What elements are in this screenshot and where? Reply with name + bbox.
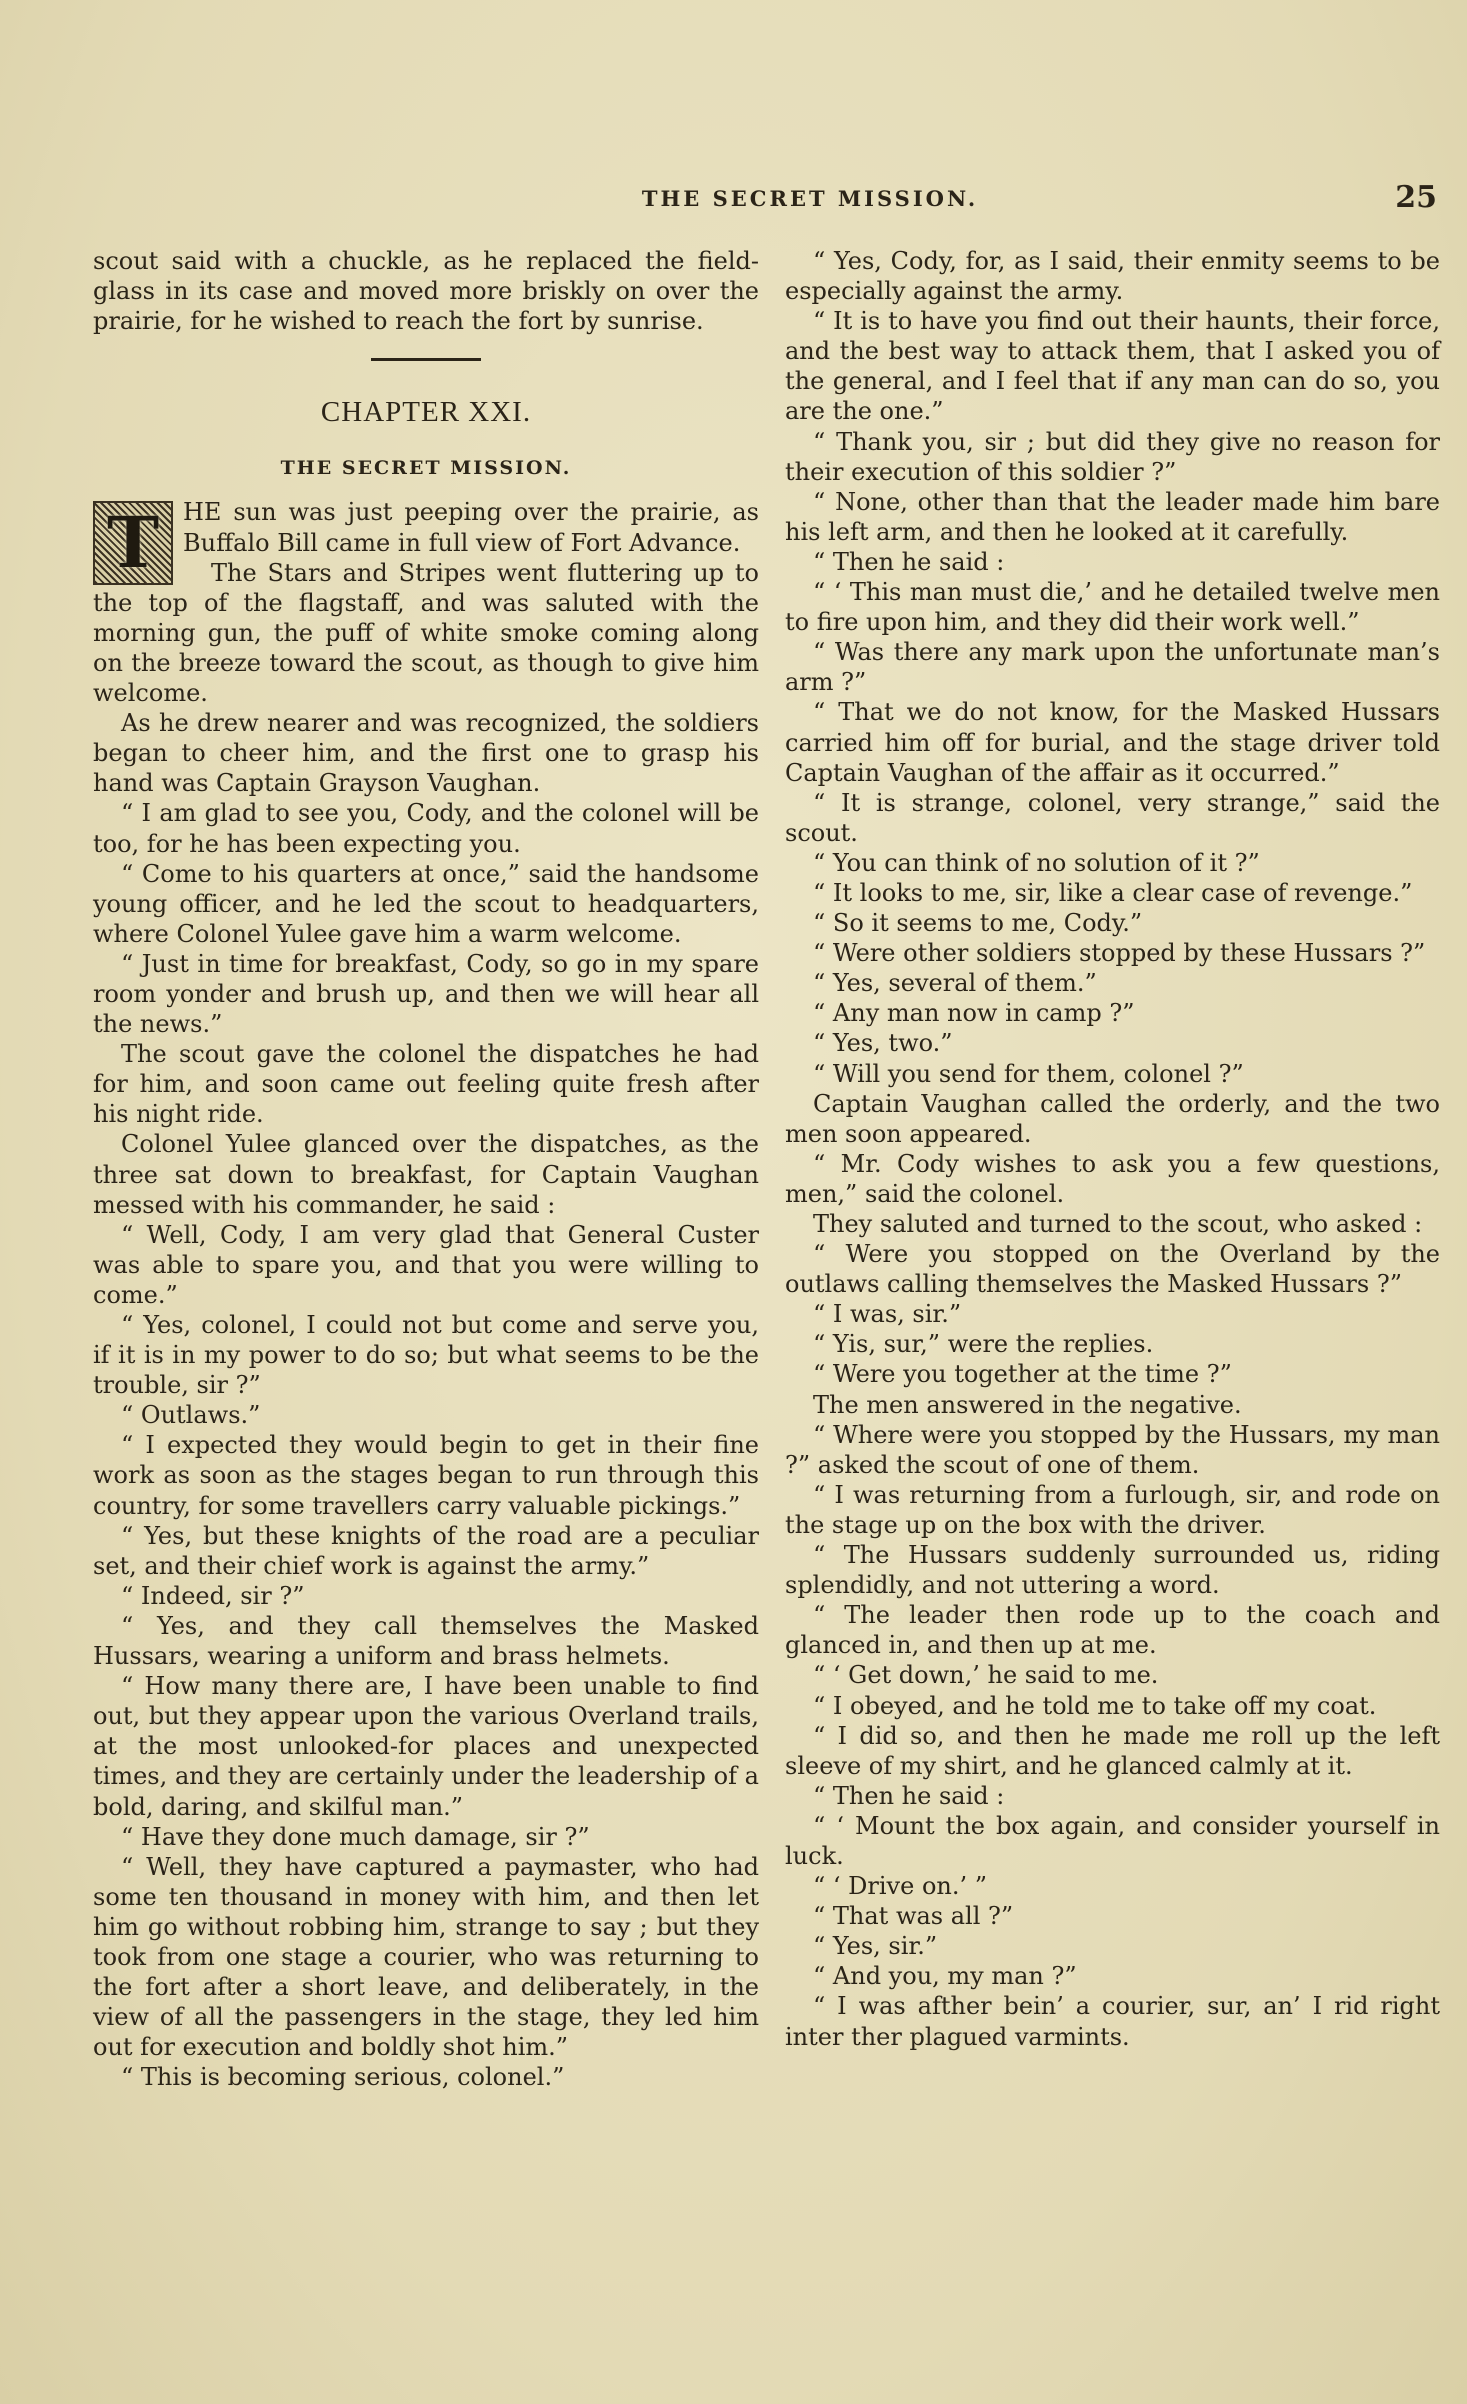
paragraph: Captain Vaughan called the orderly, and the two men soon appeared. [785,1089,1440,1148]
paragraph: “ Any man now in camp ?” [813,999,1135,1028]
paragraph: “ Come to his quarters at once,” said the handsome young officer, and he led the scout to headquarters, where Colonel Yulee gave him a warm welcome. [93,859,759,948]
right-paragraphs [785,246,1440,2052]
paragraph: “ So it seems to me, Cody.” [813,909,1143,938]
chapter-divider [371,358,481,361]
paragraph: “ Were you together at the time ?” [813,1360,1232,1389]
paragraph: “ It looks to me, sir, like a clear case of revenge.” [813,878,1413,907]
paragraph: “ That was all ?” [813,1902,1014,1931]
paragraph: “ Well, they have captured a paymaster, who had some ten thousand in money with him, and then let him go without robbing him, strange to say ; but they took from one stage a courier, who was returning to the fort after a short leave, and deliberately, in the view of all the passengers in the stage, they led him out for execution and boldly shot him.” [93,1852,759,2062]
left-paragraphs [93,558,759,2093]
paragraph: They saluted and turned to the scout, who asked : [813,1210,1423,1238]
paragraph: “ None, other than that the leader made him bare his left arm, and then he looked at it carefully. [785,487,1440,546]
paragraph: “ Were other soldiers stopped by these Hussars ?” [813,939,1426,968]
paragraph: “ Will you send for them, colonel ?” [813,1059,1244,1088]
paragraph: “ Yes, several of them.” [813,969,1097,998]
paragraph: “ I am glad to see you, Cody, and the colonel will be too, for he has been expecting you. [93,799,759,858]
first-paragraph [93,497,759,585]
paragraph: “ ‘ Mount the box again, and consider yourself in luck. [785,1811,1440,1870]
paragraph: “ I was, sir.” [813,1300,962,1329]
paragraph: “ I obeyed, and he told me to take off my coat. [813,1691,1377,1720]
chapter-title: CHAPTER XXI. [320,396,532,429]
paragraph: “ It is to have you find out their haunts, their force, and the best way to attack them, that I asked you of the general, and I feel that if any man can do so, you are the one.” [785,307,1440,426]
paragraph: “ Then he said : [813,1781,1005,1810]
paragraph: “ And you, my man ?” [813,1962,1077,1991]
paragraph: “ Just in time for breakfast, Cody, so go in my spare room yonder and brush up, and then we will hear all the news.” [93,949,759,1039]
paragraph: “ The leader then rode up to the coach and glanced in, and then up at me. [785,1601,1440,1660]
paragraph: The scout gave the colonel the dispatches he had for him, and soon came out feeling quite fresh after his night ride. [93,1040,759,1129]
first-paragraph-text: HE sun was just peeping over the prairie, as Buffalo Bill came in full view of Fort Advance. [183,498,759,557]
paragraph: “ I expected they would begin to get in their fine work as soon as the stages began to run through this country, for some travellers carry valuable pickings.” [93,1431,759,1520]
paragraph: “ Yes, and they call themselves the Masked Hussars, wearing a uniform and brass helmets. [93,1611,759,1671]
running-title: THE SECRET MISSION. [641,186,979,211]
paragraph: “ ‘ Get down,’ he said to me. [813,1661,1159,1690]
paragraph: “ I was afther bein’ a courier, sur, an’ I rid right inter ther plagued varmints. [785,1992,1440,2051]
opening-paragraph: scout said with a chuckle, as he replaced the field-glass in its case and moved more briskly on over the prairie, for he wished to reach the fort by sunrise. [93,247,759,336]
paragraph: “ This is becoming serious, colonel.” [121,2063,565,2092]
paragraph: “ It is strange, colonel, very strange,” said the scout. [785,788,1440,847]
right-column [785,246,1440,2052]
paragraph: Colonel Yulee glanced over the dispatches, as the three sat down to breakfast, for Captain Vaughan messed with his commander, he said : [93,1130,759,1219]
paragraph: “ How many there are, I have been unable to find out, but they appear upon the various Overland trails, at the most unlooked-for places and unexpected times, and they are certainly under the leadership of a bold, daring, and skilful man.” [93,1672,759,1821]
paragraph: The men answered in the negative. [813,1390,1242,1419]
paragraph: “ Where were you stopped by the Hussars, my man ?” asked the scout of one of them. [785,1420,1440,1479]
paragraph: The Stars and Stripes went fluttering up to the top of the flagstaff, and was saluted with the morning gun, the puff of white smoke coming along on the breeze toward the scout, as though to give him welcome. [93,558,759,708]
paragraph: “ Yes, but these knights of the road are a peculiar set, and their chief work is against the army.” [93,1521,759,1580]
paragraph: “ Well, Cody, I am very glad that General Custer was able to spare you, and that you were willing to come.” [93,1220,759,1309]
paragraph: “ I did so, and then he made me roll up the left sleeve of my shirt, and he glanced calmly at it. [785,1721,1440,1780]
paragraph: “ Were you stopped on the Overland by the outlaws calling themselves the Masked Hussars ?” [785,1240,1440,1299]
paragraph: “ ‘ Drive on.’ ” [813,1872,987,1901]
paragraph: “ Yes, colonel, I could not but come and serve you, if it is in my power to do so; but what seems to be the trouble, sir ?” [93,1311,759,1400]
paragraph: “ That we do not know, for the Masked Hussars carried him off for burial, and the stage driver told Captain Vaughan of the affair as it occurred.” [785,698,1440,787]
paragraph: “ Outlaws.” [121,1401,261,1430]
paragraph: “ Indeed, sir ?” [121,1581,305,1610]
paragraph: As he drew nearer and was recognized, the soldiers began to cheer him, and the first one to grasp his hand was Captain Grayson Vaughan. [93,709,759,798]
chapter-subtitle: THE SECRET MISSION. [280,457,572,480]
paragraph: “ ‘ This man must die,’ and he detailed twelve men to fire upon him, and they did their work well.” [785,578,1440,637]
paragraph: “ Thank you, sir ; but did they give no reason for their execution of this soldier ?” [785,427,1440,486]
paragraph: “ I was returning from a furlough, sir, and rode on the stage up on the box with the driver. [785,1480,1440,1539]
paragraph: “ Yis, sur,” were the replies. [813,1330,1154,1359]
left-column [93,246,759,2092]
drop-cap: T [93,501,173,585]
paragraph: “ Yes, sir.” [813,1932,938,1961]
paragraph: “ Yes, two.” [813,1029,953,1058]
paragraph: “ Then he said : [813,547,1005,576]
paragraph: “ The Hussars suddenly surrounded us, riding splendidly, and not uttering a word. [785,1541,1440,1600]
page-number: 25 [1395,180,1437,215]
paragraph: “ You can think of no solution of it ?” [813,848,1260,877]
paragraph: “ Was there any mark upon the unfortunate man’s arm ?” [785,638,1440,697]
paragraph: “ Mr. Cody wishes to ask you a few questions, men,” said the colonel. [785,1149,1440,1208]
paragraph: “ Yes, Cody, for, as I said, their enmity seems to be especially against the army. [785,247,1440,306]
paragraph: “ Have they done much damage, sir ?” [121,1822,590,1851]
